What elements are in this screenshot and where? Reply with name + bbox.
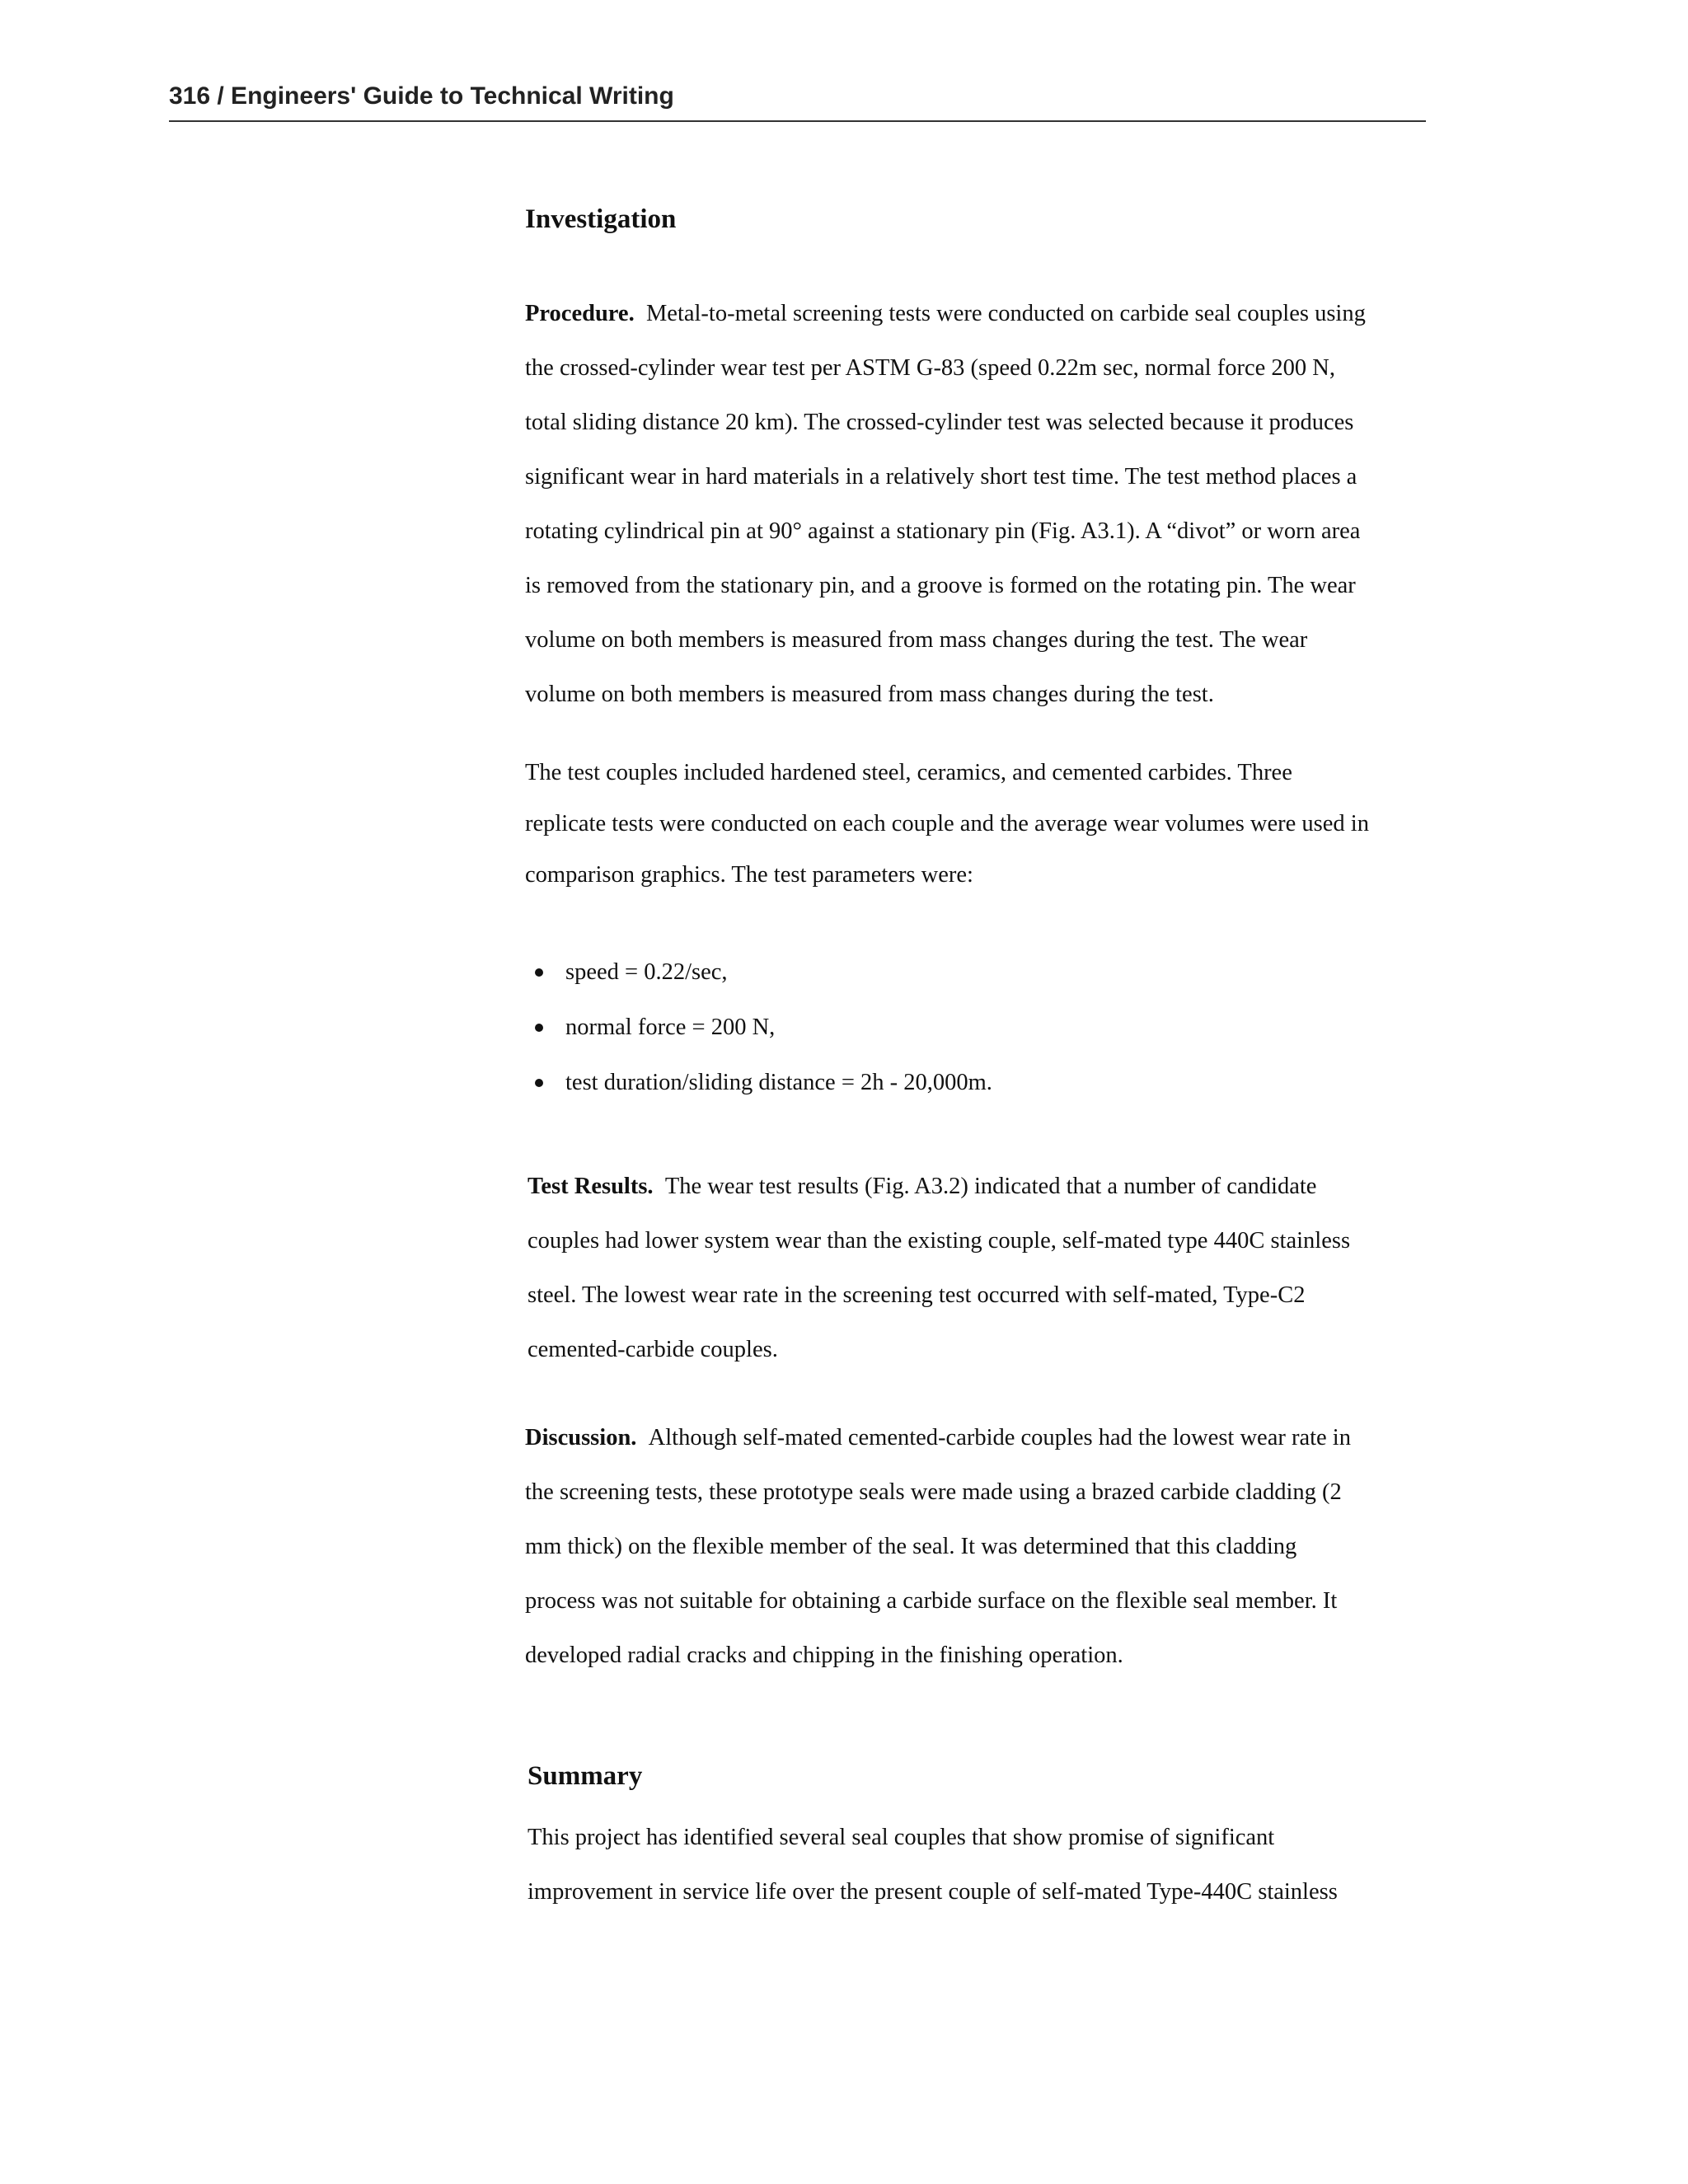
couples-line-3: comparison graphics. The test parameters were: — [525, 862, 973, 888]
procedure-line-5: rotating cylindrical pin at 90° against a stationary pin (Fig. A3.1). A “divot” or worn area — [525, 518, 1361, 544]
procedure-line-4: significant wear in hard materials in a relatively short test time. The test method places a — [525, 464, 1357, 490]
summary-line-2: improvement in service life over the present couple of self-mated Type-440C stainless — [528, 1879, 1338, 1905]
results-line-1 — [528, 1160, 1409, 1214]
results-line-1-text: The wear test results (Fig. A3.2) indicated that a number of candidate — [664, 1174, 1317, 1199]
bullet-icon — [535, 1024, 543, 1032]
couples-line-1: The test couples included hardened steel, ceramics, and cemented carbides. Three — [525, 760, 1292, 785]
results-line-2: couples had lower system wear than the existing couple, self-mated type 440C stainless — [528, 1228, 1351, 1254]
procedure-lead: Procedure. — [525, 301, 635, 326]
procedure-line-2: the crossed-cylinder wear test per ASTM G-83 (speed 0.22m sec, normal force 200 N, — [525, 355, 1335, 381]
procedure-line-7: volume on both members is measured from mass changes during the test. The wear — [525, 627, 1308, 653]
results-lead: Test Results. — [528, 1174, 654, 1199]
bullet-icon — [535, 1079, 543, 1087]
couples-line-2: replicate tests were conducted on each couple and the average wear volumes were used in — [525, 811, 1369, 837]
test-results-paragraph — [528, 1160, 1409, 1377]
procedure-line-8: volume on both members is measured from mass changes during the test. — [525, 682, 1214, 707]
test-parameters-list — [528, 944, 992, 1110]
discussion-line-5: developed radial cracks and chipping in the finishing operation. — [525, 1643, 1123, 1668]
parameter-item — [528, 1055, 992, 1110]
summary-line-1: This project has identified several seal couples that show promise of significant — [528, 1825, 1275, 1850]
discussion-paragraph — [525, 1411, 1407, 1683]
discussion-lead: Discussion. — [525, 1425, 637, 1451]
discussion-line-4: process was not suitable for obtaining a carbide surface on the flexible seal member. It — [525, 1588, 1338, 1614]
parameter-text: normal force = 200 N, — [565, 1015, 776, 1040]
procedure-line-3: total sliding distance 20 km). The crossed-cylinder test was selected because it produces — [525, 410, 1354, 435]
test-couples-paragraph — [525, 748, 1407, 901]
parameter-text: speed = 0.22/sec, — [565, 959, 728, 985]
results-line-4: cemented-carbide couples. — [528, 1337, 778, 1362]
parameter-text: test duration/sliding distance = 2h - 20,000m. — [565, 1070, 992, 1095]
procedure-line-1-text: Metal-to-metal screening tests were conducted on carbide seal couples using — [645, 301, 1366, 326]
results-line-3: steel. The lowest wear rate in the screening test occurred with self-mated, Type-C2 — [528, 1282, 1306, 1308]
procedure-paragraph — [525, 287, 1407, 722]
summary-paragraph — [528, 1811, 1409, 1919]
bullet-icon — [535, 968, 543, 977]
parameter-item — [528, 1000, 992, 1055]
header-rule — [169, 120, 1426, 122]
running-head: 316 / Engineers' Guide to Technical Writing — [169, 82, 674, 110]
procedure-line-6: is removed from the stationary pin, and a groove is formed on the rotating pin. The wear — [525, 573, 1356, 598]
summary-heading: Summary — [528, 1761, 643, 1791]
discussion-line-1-text: Although self-mated cemented-carbide couples had the lowest wear rate in — [648, 1425, 1351, 1451]
discussion-line-1 — [525, 1411, 1407, 1465]
parameter-item — [528, 944, 992, 1000]
discussion-line-3: mm thick) on the flexible member of the seal. It was determined that this cladding — [525, 1534, 1297, 1559]
investigation-heading: Investigation — [525, 204, 677, 234]
discussion-line-2: the screening tests, these prototype seals were made using a brazed carbide cladding (2 — [525, 1479, 1342, 1505]
procedure-line-1 — [525, 287, 1407, 341]
